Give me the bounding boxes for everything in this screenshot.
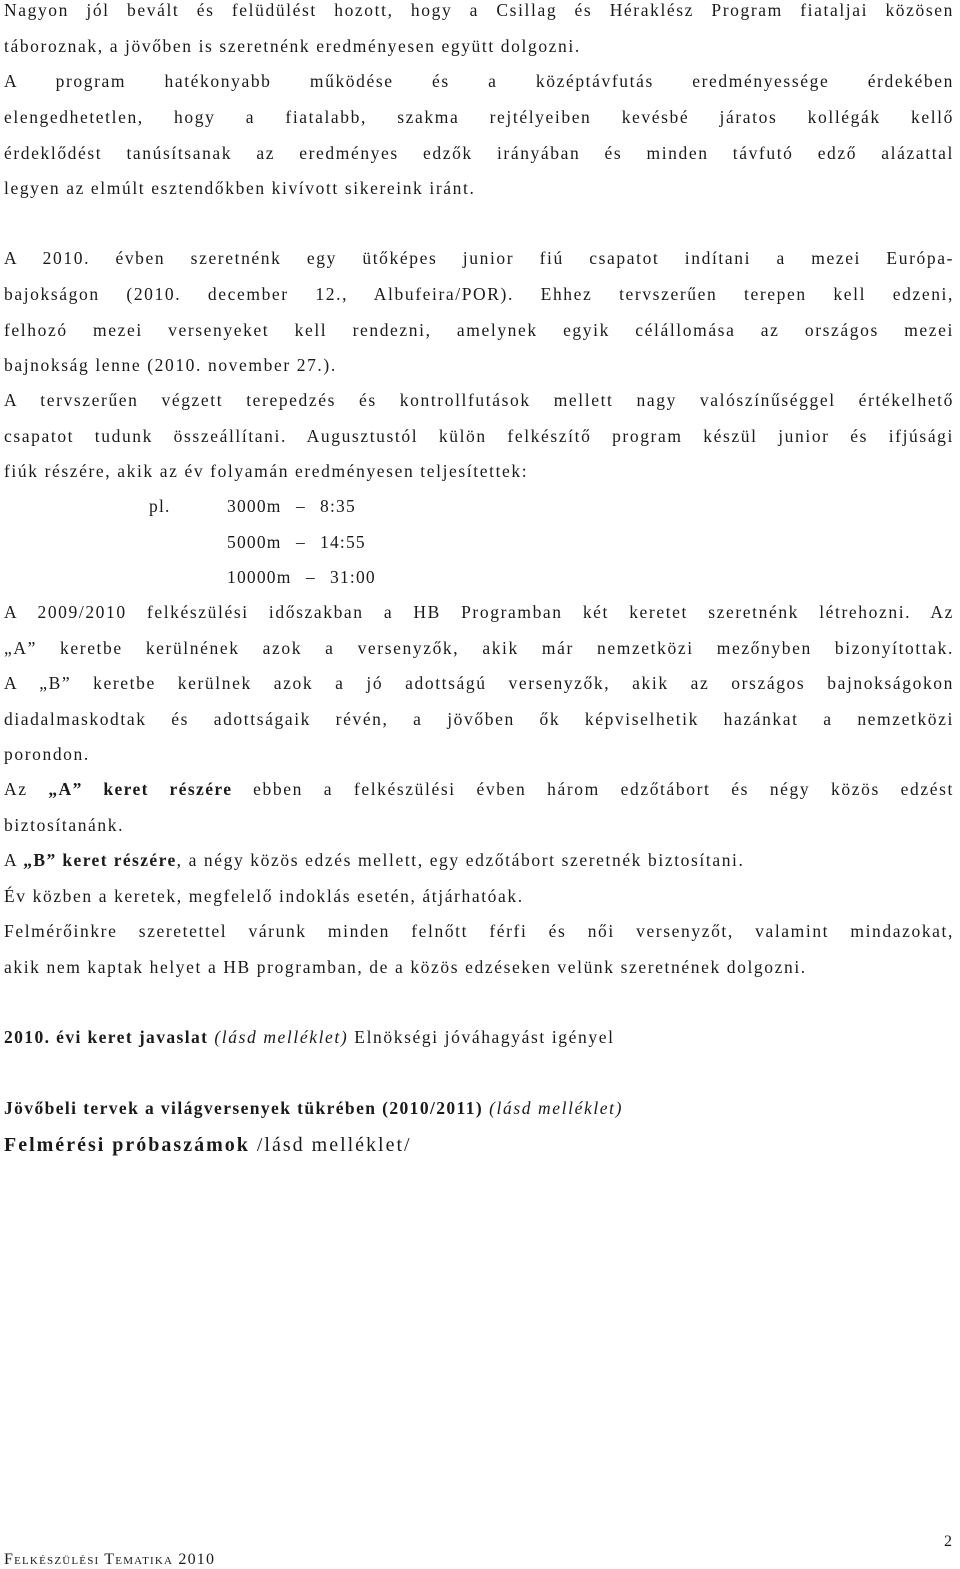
keret-a-text: ebben a felkészülési évben három edzőtábort és négy közös edzést	[232, 779, 954, 799]
text-line: legyen az elmúlt esztendőkben kivívott sikereink iránt.	[4, 178, 476, 198]
keret-b-text: , a négy közös edzés mellett, egy edzőtábort szeretnék biztosítani.	[176, 850, 745, 870]
text-line: biztosítanánk.	[4, 815, 125, 835]
text-line: diadalmaskodtak és adottságaik révén, a jövőben ők képviselhetik hazánkat a nemzetközi	[4, 709, 954, 729]
future-plans-line	[4, 1098, 623, 1118]
page-number: 2	[944, 1533, 952, 1550]
text-line: A 2009/2010 felkészülési időszakban a HB Programban két keretet szeretnénk létrehozni. Az	[4, 602, 954, 622]
text-line: elengedhetetlen, hogy a fiatalabb, szakma rejtélyeiben kevésbé járatos kollégák kellő	[4, 107, 954, 127]
example-dash: –	[296, 496, 306, 516]
text-line: táboroznak, a jövőben is szeretnénk eredményesen együtt dolgozni.	[4, 36, 581, 56]
example-distance: 3000m	[227, 496, 282, 516]
text-line: porondon.	[4, 744, 90, 764]
footer-title: Felkészülési Tematika 2010	[4, 1551, 216, 1568]
text-line: akik nem kaptak helyet a HB programban, de a közös edzéseken velünk szeretnének dolgozni.	[4, 957, 807, 977]
text-line: fiúk részére, akik az év folyamán eredményesen teljesítettek:	[4, 461, 529, 481]
text-line: A tervszerűen végzett terepedzés és kontrollfutások mellett nagy valószínűséggel értékelhető	[4, 390, 954, 410]
keret-b-line	[4, 850, 745, 870]
keret-a-line	[4, 779, 954, 799]
examples-prefix: pl.	[149, 496, 171, 516]
text-line: érdeklődést tanúsítsanak az eredményes edzők irányában és minden távfutó edző alázattal	[4, 143, 954, 163]
text-line: „A” keretbe kerülnének azok a versenyzők, akik már nemzetközi mezőnyben bizonyítottak.	[4, 638, 954, 658]
example-dash: –	[296, 532, 306, 552]
example-distance: 10000m	[227, 567, 292, 587]
approval-note: Elnökségi jóváhagyást igényel	[354, 1027, 615, 1047]
text-line: csapatot tudunk összeállítani. Augusztustól külön felkészítő program készül junior és ifjúsági	[4, 426, 954, 446]
assessment-line	[4, 1133, 412, 1157]
text-line: A 2010. évben szeretnénk egy ütőképes junior fiú csapatot indítani a mezei Európa-	[4, 248, 954, 268]
example-dash: –	[306, 567, 316, 587]
text-line: felhozó mezei versenyeket kell rendezni, amelynek egyik célállomása az országos mezei	[4, 320, 954, 340]
keret-b-prefix: A	[4, 850, 24, 870]
keret-javaslat-heading: 2010. évi keret javaslat	[4, 1027, 209, 1047]
see-attachment-note: (lásd melléklet)	[214, 1027, 349, 1047]
future-plans-heading: Jövőbeli tervek a világversenyek tükrében (2010/2011)	[4, 1098, 484, 1118]
see-attachment-note: /lásd melléklet/	[256, 1134, 412, 1156]
text-line: Nagyon jól bevált és felüdülést hozott, hogy a Csillag és Héraklész Program fiataljai közösen	[4, 0, 954, 20]
text-line: Év közben a keretek, megfelelő indoklás esetén, átjárhatóak.	[4, 886, 524, 906]
text-line: A program hatékonyabb működése és a középtávfutás eredményessége érdekében	[4, 71, 954, 91]
assessment-heading: Felmérési próbaszámok	[4, 1134, 250, 1156]
example-distance: 5000m	[227, 532, 282, 552]
keret-a-heading: „A” keret részére	[48, 779, 233, 799]
text-line: Felmérőinkre szeretettel várunk minden felnőtt férfi és női versenyzőt, valamint mindazokat,	[4, 921, 954, 941]
keret-javaslat-line	[4, 1027, 615, 1047]
text-line: bajnokság lenne (2010. november 27.).	[4, 355, 337, 375]
example-time: 31:00	[330, 567, 376, 587]
example-time: 8:35	[320, 496, 356, 516]
keret-a-prefix: Az	[4, 779, 49, 799]
text-line: bajokságon (2010. december 12., Albufeira/POR). Ehhez tervszerűen terepen kell edzeni,	[4, 284, 954, 304]
example-time: 14:55	[320, 532, 366, 552]
text-line: A „B” keretbe kerülnek azok a jó adottságú versenyzők, akik az országos bajnokságokon	[4, 673, 954, 693]
keret-b-heading: „B” keret részére	[23, 850, 177, 870]
see-attachment-note: (lásd melléklet)	[489, 1098, 624, 1118]
